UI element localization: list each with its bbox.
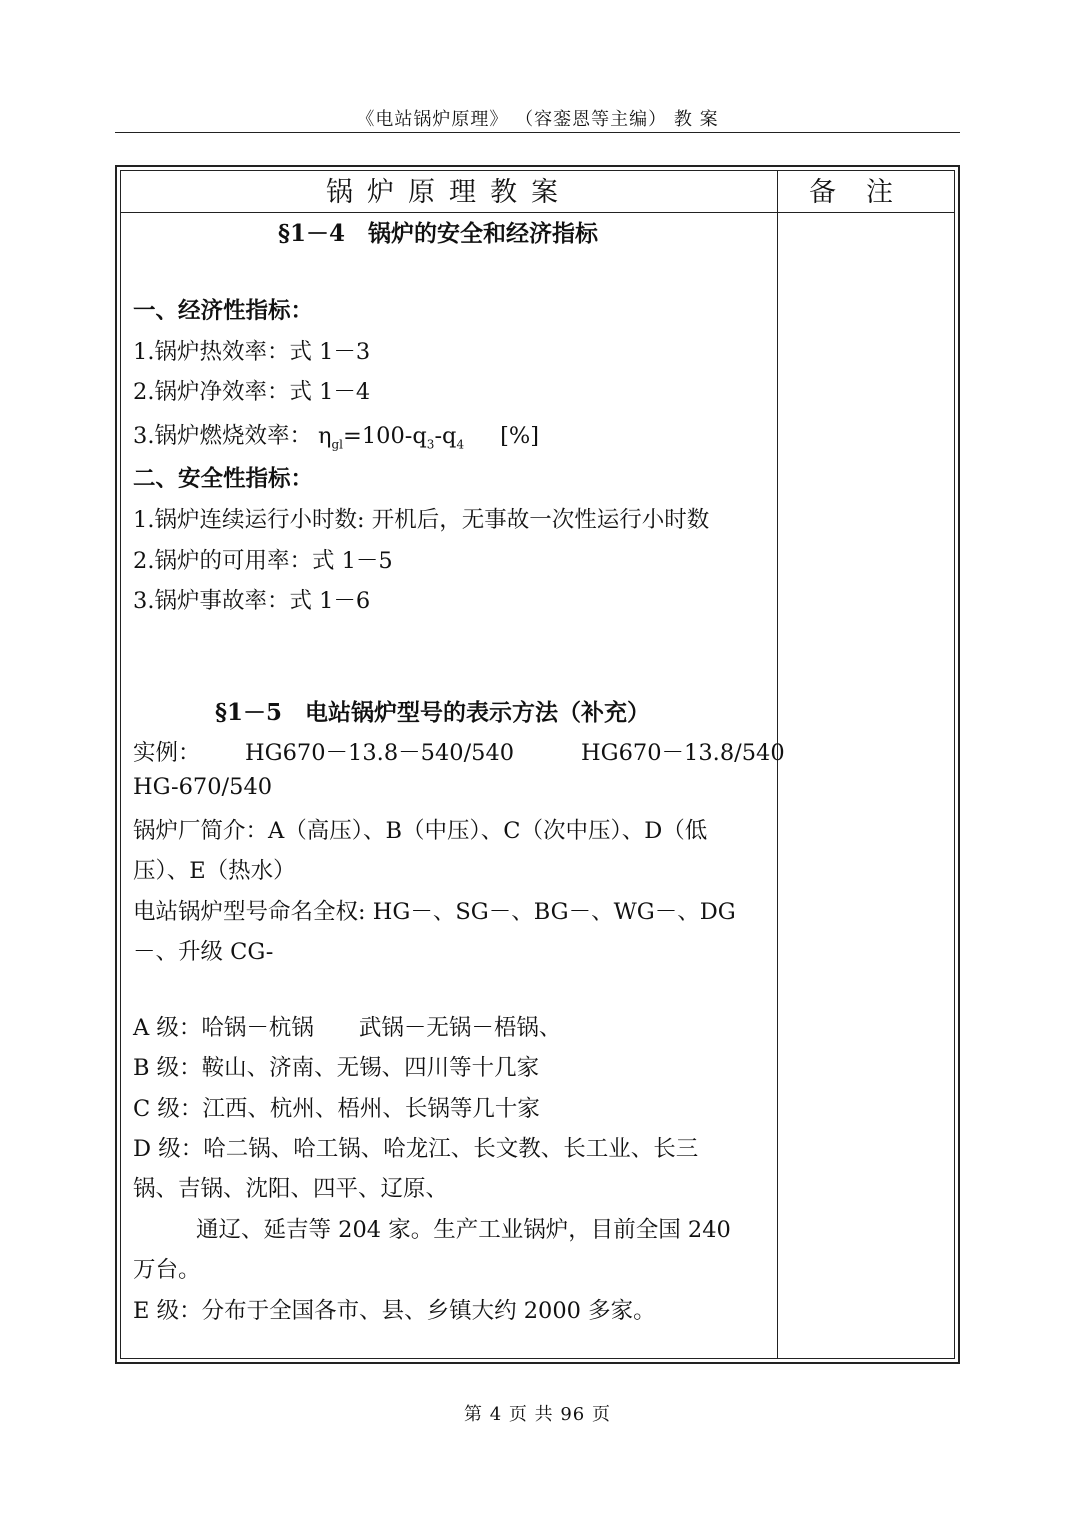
section-1-5-title: §1－5 电站锅炉型号的表示方法（补充） <box>215 699 651 726</box>
grade-d-line-1: D 级：哈二锅、哈工锅、哈龙江、长文教、长工业、长三 <box>133 1136 699 1162</box>
naming-line-1: 电站锅炉型号命名全权: HG－、SG－、BG－、WG－、DG <box>133 899 736 925</box>
page-header-title: 《电站锅炉原理》 （容銮恩等主编） 教 案 <box>356 109 719 130</box>
table-header-row <box>121 171 954 213</box>
grade-d-line-2: 锅、吉锅、沈阳、四平、辽原、 <box>133 1176 449 1202</box>
grade-a: A 级：哈锅－杭锅 武锅－无锅－梧锅、 <box>133 1015 562 1041</box>
formula-mid: =100-q <box>342 423 427 449</box>
formula-unit: [%] <box>500 423 540 449</box>
eta-symbol: η <box>317 423 332 449</box>
example-model-2: HG670－13.8/540 <box>581 740 785 766</box>
example-label: 实例： <box>133 740 201 766</box>
note-column-title: 备注 <box>809 177 923 208</box>
economic-item-2: 2.锅炉净效率：式 1－4 <box>133 379 371 405</box>
safety-heading: 二、安全性指标： <box>133 466 314 492</box>
lesson-table-inner <box>120 170 955 1359</box>
main-column-title: 锅炉原理教案 <box>326 177 572 208</box>
safety-item-3: 3.锅炉事故率：式 1－6 <box>133 588 371 614</box>
combustion-efficiency-line <box>133 418 539 452</box>
lesson-table <box>115 165 960 1364</box>
eta-subscript: gl <box>331 437 343 452</box>
safety-item-2: 2.锅炉的可用率：式 1－5 <box>133 548 393 574</box>
page-footer: 第 4 页 共 96 页 <box>464 1404 611 1425</box>
combustion-prefix: 3.锅炉燃烧效率： <box>133 423 312 449</box>
q4-subscript: 4 <box>456 437 465 452</box>
q3-subscript: 3 <box>426 437 435 452</box>
formula-minus: -q <box>434 423 457 449</box>
section-1-4-title: §1－4 锅炉的安全和经济指标 <box>278 220 599 247</box>
grade-b: B 级：鞍山、济南、无锡、四川等十几家 <box>133 1055 540 1081</box>
grade-d-line-3: 通辽、延吉等 204 家。生产工业锅炉，目前全国 240 <box>196 1217 731 1243</box>
grade-c: C 级：江西、杭州、梧州、长锅等几十家 <box>133 1096 540 1122</box>
factory-intro-line-2: 压）、E（热水） <box>133 858 296 884</box>
header-rule <box>115 132 960 133</box>
factory-intro-line-1: 锅炉厂简介：A（高压）、B（中压）、C（次中压）、D（低 <box>133 818 708 844</box>
economic-item-1: 1.锅炉热效率：式 1－3 <box>133 339 371 365</box>
example-model-3: HG-670/540 <box>133 774 273 800</box>
safety-item-1: 1.锅炉连续运行小时数: 开机后，无事故一次性运行小时数 <box>133 507 710 533</box>
example-model-1: HG670－13.8－540/540 <box>245 740 515 766</box>
grade-e: E 级：分布于全国各市、县、乡镇大约 2000 多家。 <box>133 1298 656 1324</box>
naming-line-2: －、升级 CG- <box>133 939 274 965</box>
grade-d-line-4: 万台。 <box>133 1257 201 1283</box>
economic-heading: 一、经济性指标： <box>133 298 314 324</box>
example-line <box>133 735 201 767</box>
